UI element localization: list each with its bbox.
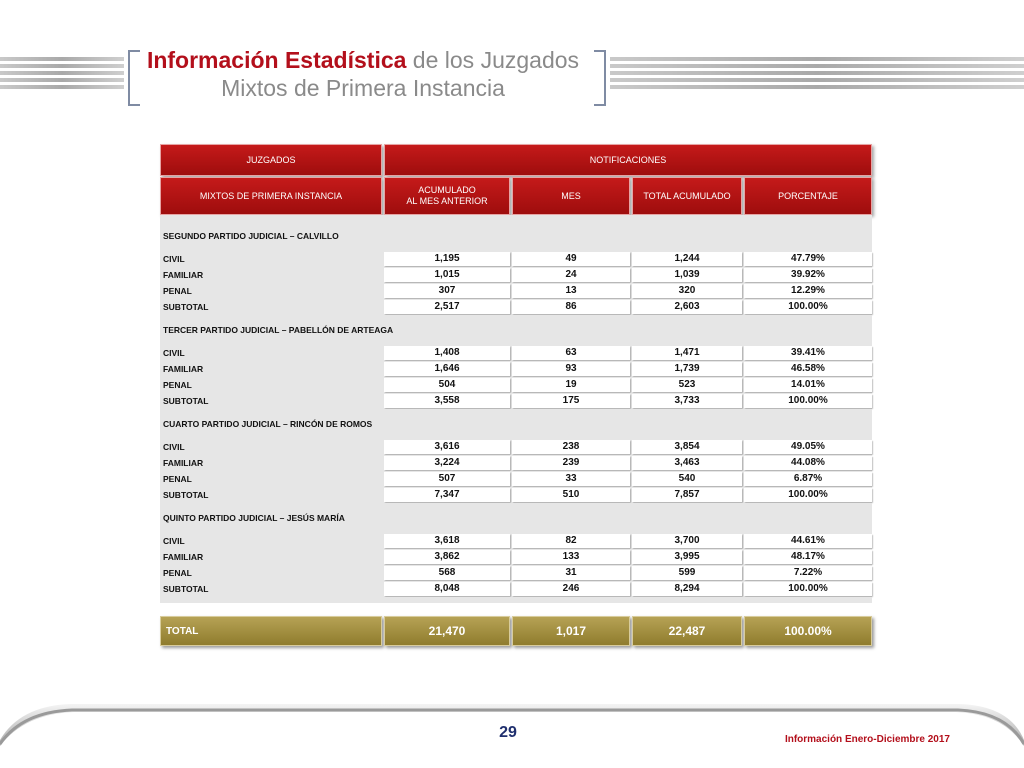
cell-total: 1,739 — [632, 362, 742, 376]
row-label: SUBTOTAL — [163, 396, 209, 406]
title-line2: Mixtos de Primera Instancia — [221, 75, 505, 101]
cell-mes: 175 — [512, 394, 630, 408]
table-row — [160, 439, 872, 455]
cell-total: 8,294 — [632, 582, 742, 596]
cell-acumulado: 3,558 — [384, 394, 510, 408]
total-label: TOTAL — [160, 616, 382, 646]
table-row — [160, 377, 872, 393]
header-total-acumulado: TOTAL ACUMULADO — [632, 177, 742, 215]
row-label: FAMILIAR — [163, 552, 204, 562]
cell-acumulado: 2,517 — [384, 300, 510, 314]
header-mes: MES — [512, 177, 630, 215]
cell-porcentaje: 46.58% — [744, 362, 872, 376]
cell-total: 7,857 — [632, 488, 742, 502]
row-label: CIVIL — [163, 442, 185, 452]
row-label: SUBTOTAL — [163, 584, 209, 594]
cell-mes: 510 — [512, 488, 630, 502]
row-label: SUBTOTAL — [163, 302, 209, 312]
total-total: 22,487 — [632, 616, 742, 646]
cell-mes: 238 — [512, 440, 630, 454]
cell-total: 3,854 — [632, 440, 742, 454]
section-title: QUINTO PARTIDO JUDICIAL – JESÚS MARÍA — [160, 503, 872, 533]
cell-acumulado: 7,347 — [384, 488, 510, 502]
cell-porcentaje: 44.08% — [744, 456, 872, 470]
cell-acumulado: 1,646 — [384, 362, 510, 376]
cell-total: 599 — [632, 566, 742, 580]
title-bracket-right — [594, 50, 606, 106]
table-row — [160, 565, 872, 581]
cell-mes: 93 — [512, 362, 630, 376]
cell-mes: 82 — [512, 534, 630, 548]
cell-total: 320 — [632, 284, 742, 298]
cell-mes: 19 — [512, 378, 630, 392]
header-mixtos: MIXTOS DE PRIMERA INSTANCIA — [160, 177, 382, 215]
title-bracket-left — [128, 50, 140, 106]
header-stripes-right — [610, 57, 1024, 97]
cell-acumulado: 8,048 — [384, 582, 510, 596]
cell-acumulado: 307 — [384, 284, 510, 298]
cell-acumulado: 568 — [384, 566, 510, 580]
total-row — [160, 616, 872, 646]
cell-total: 1,244 — [632, 252, 742, 266]
cell-porcentaje: 44.61% — [744, 534, 872, 548]
cell-mes: 31 — [512, 566, 630, 580]
row-label: FAMILIAR — [163, 270, 204, 280]
header-porcentaje: PORCENTAJE — [744, 177, 872, 215]
header-notificaciones: NOTIFICACIONES — [384, 144, 872, 176]
cell-total: 3,463 — [632, 456, 742, 470]
cell-porcentaje: 100.00% — [744, 488, 872, 502]
cell-mes: 63 — [512, 346, 630, 360]
row-label: PENAL — [163, 474, 192, 484]
row-label: CIVIL — [163, 348, 185, 358]
table-row — [160, 267, 872, 283]
cell-total: 3,700 — [632, 534, 742, 548]
cell-porcentaje: 49.05% — [744, 440, 872, 454]
row-label: CIVIL — [163, 254, 185, 264]
table-row — [160, 345, 872, 361]
table-spacer — [160, 597, 872, 603]
cell-total: 3,733 — [632, 394, 742, 408]
table-row — [160, 471, 872, 487]
cell-mes: 133 — [512, 550, 630, 564]
table-row — [160, 549, 872, 565]
header-stripes-left — [0, 57, 124, 97]
title-highlight: Información Estadística — [146, 47, 407, 73]
table-row — [160, 299, 872, 315]
cell-acumulado: 507 — [384, 472, 510, 486]
cell-total: 1,471 — [632, 346, 742, 360]
page-number: 29 — [499, 724, 517, 741]
row-label: PENAL — [163, 568, 192, 578]
cell-acumulado: 3,224 — [384, 456, 510, 470]
cell-total: 2,603 — [632, 300, 742, 314]
row-label: PENAL — [163, 380, 192, 390]
header-acumulado-line2: AL MES ANTERIOR — [406, 196, 488, 206]
table-row — [160, 393, 872, 409]
total-acumulado: 21,470 — [384, 616, 510, 646]
cell-porcentaje: 100.00% — [744, 582, 872, 596]
cell-porcentaje: 39.92% — [744, 268, 872, 282]
header-juzgados: JUZGADOS — [160, 144, 382, 176]
total-mes: 1,017 — [512, 616, 630, 646]
cell-porcentaje: 6.87% — [744, 472, 872, 486]
cell-porcentaje: 39.41% — [744, 346, 872, 360]
page-title — [140, 46, 586, 102]
table-row — [160, 533, 872, 549]
cell-mes: 246 — [512, 582, 630, 596]
cell-total: 540 — [632, 472, 742, 486]
row-label: FAMILIAR — [163, 364, 204, 374]
total-porcentaje: 100.00% — [744, 616, 872, 646]
cell-total: 3,995 — [632, 550, 742, 564]
cell-porcentaje: 14.01% — [744, 378, 872, 392]
table-row — [160, 487, 872, 503]
title-rest: de los Juzgados — [406, 47, 580, 73]
cell-acumulado: 3,862 — [384, 550, 510, 564]
cell-mes: 13 — [512, 284, 630, 298]
row-label: CIVIL — [163, 536, 185, 546]
table-row — [160, 283, 872, 299]
table-row — [160, 455, 872, 471]
cell-porcentaje: 47.79% — [744, 252, 872, 266]
cell-total: 1,039 — [632, 268, 742, 282]
header-acumulado — [384, 177, 510, 215]
cell-mes: 33 — [512, 472, 630, 486]
cell-acumulado: 1,195 — [384, 252, 510, 266]
cell-acumulado: 504 — [384, 378, 510, 392]
cell-acumulado: 1,408 — [384, 346, 510, 360]
cell-mes: 239 — [512, 456, 630, 470]
cell-mes: 49 — [512, 252, 630, 266]
table-row — [160, 581, 872, 597]
cell-porcentaje: 100.00% — [744, 300, 872, 314]
table-row — [160, 361, 872, 377]
row-label: SUBTOTAL — [163, 490, 209, 500]
footer-period: Información Enero-Diciembre 2017 — [784, 734, 950, 745]
row-label: PENAL — [163, 286, 192, 296]
section-title: TERCER PARTIDO JUDICIAL – PABELLÓN DE ARTEAGA — [160, 315, 872, 345]
header-acumulado-line1: ACUMULADO — [418, 185, 476, 195]
cell-porcentaje: 48.17% — [744, 550, 872, 564]
row-label: FAMILIAR — [163, 458, 204, 468]
section-title: CUARTO PARTIDO JUDICIAL – RINCÓN DE ROMOS — [160, 409, 872, 439]
cell-mes: 86 — [512, 300, 630, 314]
cell-total: 523 — [632, 378, 742, 392]
cell-porcentaje: 100.00% — [744, 394, 872, 408]
cell-porcentaje: 7.22% — [744, 566, 872, 580]
table-row — [160, 251, 872, 267]
cell-acumulado: 3,618 — [384, 534, 510, 548]
cell-mes: 24 — [512, 268, 630, 282]
cell-acumulado: 1,015 — [384, 268, 510, 282]
section-title: SEGUNDO PARTIDO JUDICIAL – CALVILLO — [160, 221, 872, 251]
cell-acumulado: 3,616 — [384, 440, 510, 454]
cell-porcentaje: 12.29% — [744, 284, 872, 298]
